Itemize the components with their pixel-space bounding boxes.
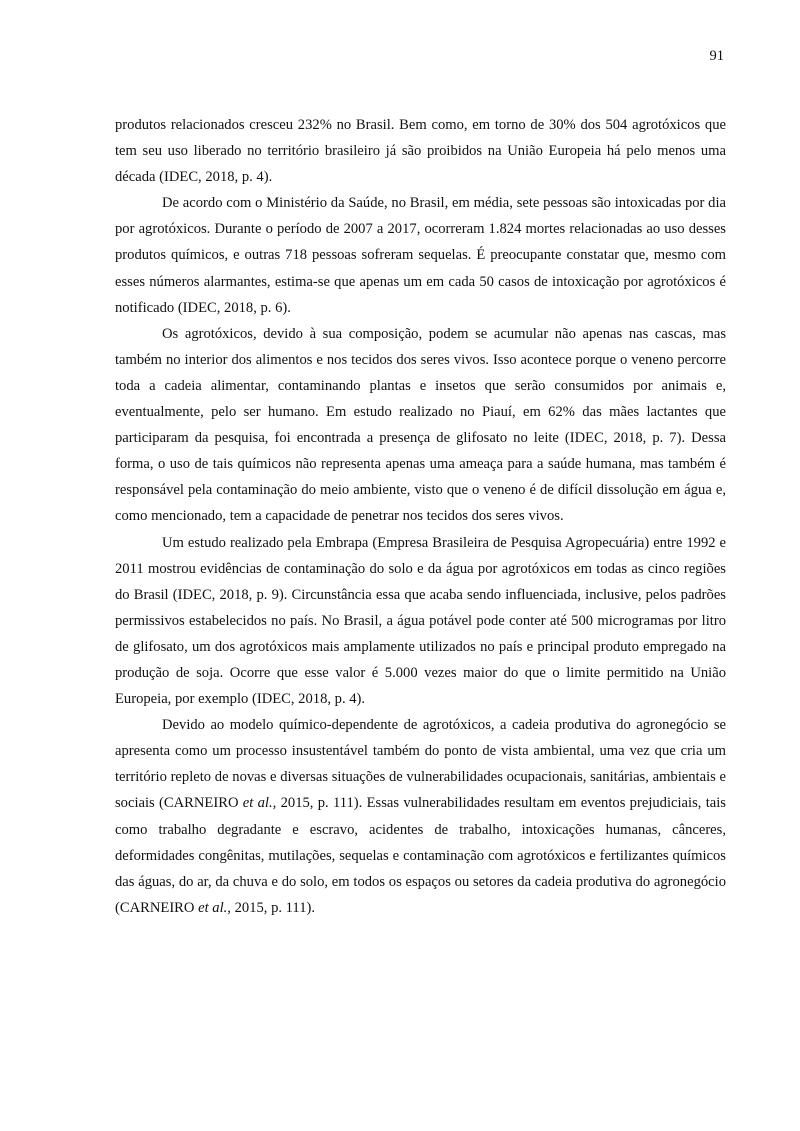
paragraph-1: produtos relacionados cresceu 232% no Brasil. Bem como, em torno de 30% dos 504 agrotóxicos que tem seu uso liberado no território brasileiro já são proibidos na União Europeia há pelo menos uma década (IDEC, 2018, p. 4). xyxy=(115,117,726,186)
paragraph-3: Os agrotóxicos, devido à sua composição, podem se acumular não apenas nas cascas, mas também no interior dos alimentos e nos tecidos dos seres vivos. Isso acontece porque o veneno percorre toda a cadeia alimentar, contaminando plantas e insetos que serão consumidos por animais e, eventualmente, pelo ser humano. Em estudo realizado no Piauí, em 62% das mães lactantes que participaram da pesquisa, foi encontrada a presença de glifosato no leite (IDEC, 2018, p. 7). Dessa forma, o uso de tais químicos não representa apenas uma ameaça para a saúde humana, mas também é responsável pela contaminação do meio ambiente, visto que o veneno é de difícil dissolução em água e, como mencionado, tem a capacidade de penetrar nos tecidos dos seres vivos. xyxy=(115,325,726,525)
paragraph-5-part-1: Devido ao modelo químico-dependente de agrotóxicos, a cadeia produtiva do agronegócio se apresenta como um processo insustentável também do ponto de vista ambiental, uma vez que cria um território repleto de novas e diversas situações de vulnerabilidades ocupacionais, sanitárias, ambientais e sociais (CARNEIRO xyxy=(115,717,726,812)
body-text xyxy=(115,112,726,921)
paragraph-5 xyxy=(115,712,726,921)
paragraph-2: De acordo com o Ministério da Saúde, no Brasil, em média, sete pessoas são intoxicadas por dia por agrotóxicos. Durante o período de 2007 a 2017, ocorreram 1.824 mortes relacionadas ao uso desses produtos químicos, e outras 718 pessoas sofreram sequelas. É preocupante constatar que, mesmo com esses números alarmantes, estima-se que apenas um em cada 50 casos de intoxicação por agrotóxicos é notificado (IDEC, 2018, p. 6). xyxy=(115,195,726,316)
paragraph-5-part-2: 2015, p. 111). Essas vulnerabilidades resultam em eventos prejudiciais, tais como trabalho degradante e escravo, acidentes de trabalho, intoxicações humanas, cânceres, deformidades congênitas, mutilações, sequelas e contaminação com agrotóxicos e fertilizantes químicos das águas, do ar, da chuva e do solo, em todos os espaços ou setores da cadeia produtiva do agronegócio (CARNEIRO xyxy=(115,795,726,916)
citation-et-al-2: et al., xyxy=(198,899,231,916)
citation-et-al-1: et al., xyxy=(242,795,277,812)
paragraph-5-part-3: 2015, p. 111). xyxy=(230,899,315,916)
page-number: 91 xyxy=(709,48,724,64)
paragraph-4: Um estudo realizado pela Embrapa (Empresa Brasileira de Pesquisa Agropecuária) entre 1992 e 2011 mostrou evidências de contaminação do solo e da água por agrotóxicos em todas as cinco regiões do Brasil (IDEC, 2018, p. 9). Circunstância essa que acaba sendo influenciada, inclusive, pelos padrões permissivos estabelecidos no país. No Brasil, a água potável pode conter até 500 microgramas por litro de glifosato, um dos agrotóxicos mais amplamente utilizados no país e principal produto empregado na produção de soja. Ocorre que esse valor é 5.000 vezes maior do que o limite permitido na União Europeia, por exemplo (IDEC, 2018, p. 4). xyxy=(115,534,726,708)
